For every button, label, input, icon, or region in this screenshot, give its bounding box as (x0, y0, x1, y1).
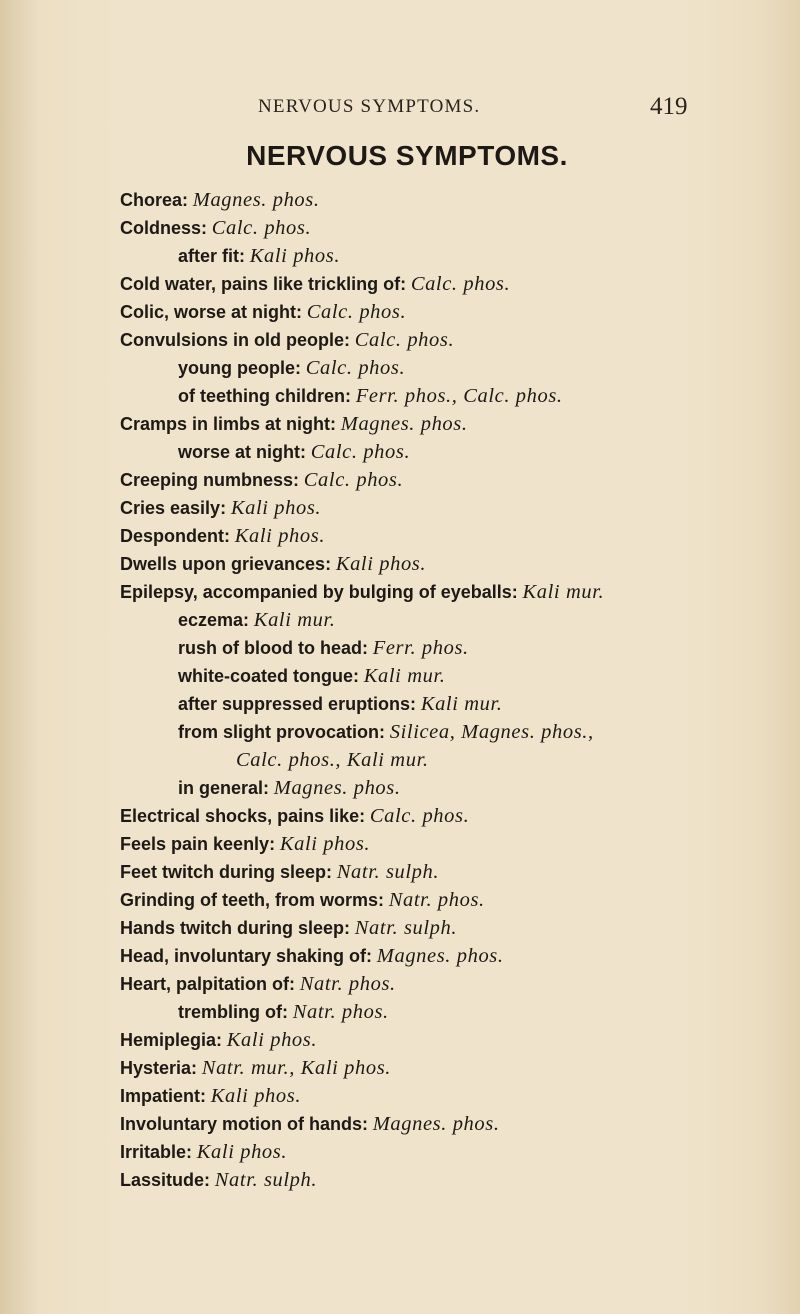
remedy-text: Calc. phos. (306, 301, 407, 323)
symptom-term: in general: (178, 778, 270, 798)
list-item (120, 1054, 391, 1082)
list-item (120, 1082, 301, 1110)
remedy-text: Ferr. phos. (372, 637, 469, 659)
remedy-text: Magnes. phos. (340, 413, 468, 435)
list-item (120, 522, 325, 550)
list-item (120, 914, 457, 942)
remedy-text: Calc. phos., Kali mur. (236, 749, 429, 771)
symptom-term: trembling of: (178, 1002, 288, 1022)
symptom-term: Involuntary motion of hands: (120, 1114, 368, 1134)
symptom-term: Head, involuntary shaking of: (120, 946, 373, 966)
list-item (178, 382, 563, 410)
remedy-text: Calc. phos. (369, 805, 470, 827)
list-item (120, 1110, 500, 1138)
symptom-term: Convulsions in old people: (120, 330, 351, 350)
symptom-term: Grinding of teeth, from worms: (120, 890, 384, 910)
remedy-text: Kali phos. (234, 525, 326, 547)
remedy-text: Kali phos. (249, 245, 341, 267)
symptom-term: young people: (178, 358, 301, 378)
list-item (178, 690, 503, 718)
remedy-text: Natr. phos. (299, 973, 396, 995)
symptom-term: Cramps in limbs at night: (120, 414, 337, 434)
symptom-term: Epilepsy, accompanied by bulging of eyeballs: (120, 582, 518, 602)
symptom-term: Hands twitch during sleep: (120, 918, 351, 938)
list-item (178, 606, 336, 634)
symptom-term: Lassitude: (120, 1170, 211, 1190)
remedy-text: Natr. mur., Kali phos. (201, 1057, 391, 1079)
remedy-text: Magnes. phos. (192, 189, 320, 211)
symptom-term: Heart, palpitation of: (120, 974, 295, 994)
symptom-term: Hemiplegia: (120, 1030, 223, 1050)
list-item (178, 718, 594, 746)
symptom-term: from slight provocation: (178, 722, 385, 742)
list-item (120, 466, 403, 494)
list-item (120, 214, 311, 242)
list-item (120, 886, 485, 914)
remedy-text: Magnes. phos. (273, 777, 401, 799)
list-item (178, 634, 469, 662)
remedy-text: Kali phos. (196, 1141, 288, 1163)
symptom-term: after suppressed eruptions: (178, 694, 417, 714)
list-item (120, 298, 406, 326)
symptom-term: white-coated tongue: (178, 666, 359, 686)
list-item (178, 242, 340, 270)
symptom-term: rush of blood to head: (178, 638, 368, 658)
symptom-term: Cold water, pains like trickling of: (120, 274, 407, 294)
list-item (120, 1026, 317, 1054)
list-item (120, 1138, 287, 1166)
remedy-text: Magnes. phos. (372, 1113, 500, 1135)
symptom-term: of teething children: (178, 386, 351, 406)
remedy-text: Kali mur. (420, 693, 503, 715)
list-item (120, 270, 510, 298)
list-item (120, 494, 321, 522)
remedy-text: Magnes. phos. (376, 945, 504, 967)
page-number: 419 (650, 93, 688, 120)
symptom-term: Coldness: (120, 218, 208, 238)
remedy-text: Calc. phos. (410, 273, 511, 295)
list-item (178, 774, 401, 802)
symptom-term: after fit: (178, 246, 245, 266)
remedy-text: Calc. phos. (211, 217, 312, 239)
running-head (0, 93, 800, 126)
list-item (120, 550, 426, 578)
list-item (236, 746, 429, 774)
symptom-term: Creeping numbness: (120, 470, 300, 490)
remedy-text: Ferr. phos., Calc. phos. (355, 385, 563, 407)
list-item (120, 970, 396, 998)
remedy-text: Kali mur. (363, 665, 446, 687)
remedy-text: Natr. sulph. (336, 861, 440, 883)
list-item (120, 942, 504, 970)
list-item (178, 438, 410, 466)
remedy-text: Kali phos. (335, 553, 427, 575)
list-item (120, 802, 469, 830)
symptom-term: Chorea: (120, 190, 189, 210)
symptom-term: worse at night: (178, 442, 307, 462)
remedy-text: Natr. phos. (388, 889, 485, 911)
symptom-term: Cries easily: (120, 498, 227, 518)
list-item (120, 830, 370, 858)
symptom-term: Feels pain keenly: (120, 834, 276, 854)
running-head-title: NERVOUS SYMPTOMS. (258, 96, 481, 117)
remedy-text: Kali phos. (226, 1029, 318, 1051)
list-item (120, 578, 604, 606)
remedy-text: Calc. phos. (354, 329, 455, 351)
remedy-text: Kali phos. (230, 497, 322, 519)
list-item (178, 354, 405, 382)
remedy-text: Calc. phos. (305, 357, 406, 379)
symptom-term: Irritable: (120, 1142, 193, 1162)
remedy-text: Kali phos. (210, 1085, 302, 1107)
symptom-term: Hysteria: (120, 1058, 198, 1078)
section-heading: NERVOUS SYMPTOMS. (246, 140, 568, 171)
symptom-term: Despondent: (120, 526, 230, 546)
symptom-term: Colic, worse at night: (120, 302, 303, 322)
list-item (120, 858, 439, 886)
symptom-term: Feet twitch during sleep: (120, 862, 333, 882)
remedy-text: Calc. phos. (310, 441, 411, 463)
list-item (120, 1166, 317, 1194)
remedy-text: Natr. sulph. (214, 1169, 318, 1191)
list-item (178, 662, 445, 690)
remedy-text: Kali phos. (279, 833, 371, 855)
remedy-text: Kali mur. (253, 609, 336, 631)
remedy-text: Natr. sulph. (354, 917, 458, 939)
symptom-term: Dwells upon grievances: (120, 554, 332, 574)
remedy-text: Calc. phos. (303, 469, 404, 491)
remedy-text: Kali mur. (522, 581, 605, 603)
list-item (120, 326, 454, 354)
remedy-text: Natr. phos. (292, 1001, 389, 1023)
symptom-term: eczema: (178, 610, 250, 630)
symptom-term: Impatient: (120, 1086, 207, 1106)
remedy-text: Silicea, Magnes. phos., (389, 721, 594, 743)
list-item (178, 998, 389, 1026)
list-item (120, 410, 468, 438)
list-item (120, 186, 320, 214)
symptom-term: Electrical shocks, pains like: (120, 806, 366, 826)
